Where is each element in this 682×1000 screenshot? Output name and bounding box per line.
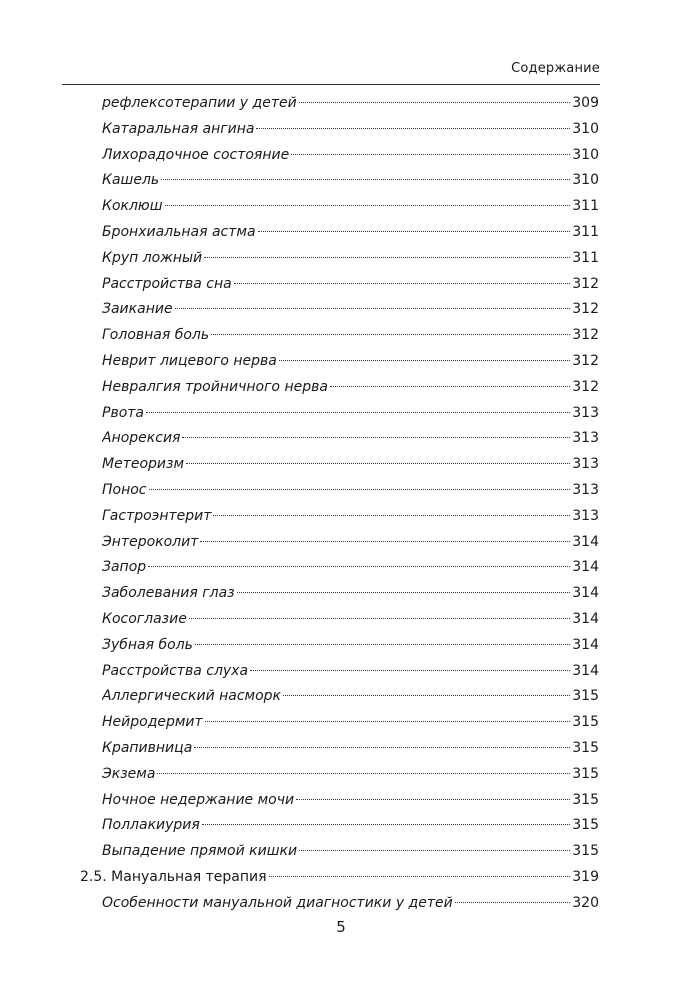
toc-entry-label: Лихорадочное состояние <box>102 146 290 163</box>
running-header-title: Содержание <box>511 61 600 76</box>
toc-entry-label: Катаральная ангина <box>102 120 255 137</box>
toc-entry-label: Заикание <box>102 301 173 318</box>
toc-entry-page: 313 <box>572 430 599 447</box>
toc-entry <box>102 892 599 914</box>
toc-dot-leader <box>149 489 571 490</box>
toc-dot-leader <box>200 541 570 542</box>
toc-entry-label: Запор <box>102 559 147 576</box>
toc-dot-leader <box>157 773 570 774</box>
toc-entry-label: Метеоризм <box>102 456 185 473</box>
toc-entry-page: 311 <box>572 198 599 215</box>
toc-entry <box>102 531 599 553</box>
toc-dot-leader <box>204 257 570 258</box>
toc-entry-page: 312 <box>572 353 599 369</box>
toc-entry <box>102 634 599 656</box>
toc-entry-page: 314 <box>572 585 599 602</box>
toc-entry <box>102 298 599 320</box>
toc-entry-page: 315 <box>572 843 599 860</box>
toc-dot-leader <box>330 386 570 387</box>
toc-dot-leader <box>256 128 570 129</box>
toc-entry <box>102 247 599 269</box>
toc-dot-leader <box>161 179 570 180</box>
toc-entry-page: 309 <box>572 95 599 111</box>
toc-entry <box>102 685 599 707</box>
toc-entry-label: Головная боль <box>102 327 210 344</box>
toc-entry-label: Рвота <box>102 404 144 421</box>
toc-entry <box>102 169 599 191</box>
toc-dot-leader <box>258 231 571 232</box>
toc-entry-label: Экзема <box>102 765 156 782</box>
toc-entry-label: Коклюш <box>102 198 163 215</box>
page-number: 5 <box>336 918 346 936</box>
toc-entry-label: Косоглазие <box>102 611 187 627</box>
toc-dot-leader <box>250 670 570 671</box>
toc-entry <box>102 402 599 424</box>
toc-dot-leader <box>234 283 571 284</box>
toc-dot-leader <box>182 437 570 438</box>
toc-entry <box>102 582 599 604</box>
toc-entry-label: Ночное недержание мочи <box>102 791 295 808</box>
toc-entry-label: Понос <box>102 482 147 498</box>
toc-dot-leader <box>237 592 571 593</box>
toc-entry-page: 313 <box>572 456 599 473</box>
toc-dot-leader <box>291 154 570 155</box>
toc-entry-page: 315 <box>572 817 599 834</box>
toc-entry-label: Зубная боль <box>102 636 193 653</box>
toc-entry-label: Кашель <box>102 172 160 189</box>
toc-entry-label: Круп ложный <box>102 249 203 266</box>
toc-entry <box>102 737 599 759</box>
toc-entry-page: 310 <box>572 146 599 163</box>
toc-dot-leader <box>148 566 570 567</box>
toc-entry <box>102 840 599 862</box>
toc-dot-leader <box>299 850 570 851</box>
toc-entry-page: 313 <box>572 404 599 421</box>
toc-entry-label: Энтероколит <box>102 533 199 550</box>
toc-dot-leader <box>269 876 571 877</box>
toc-dot-leader <box>211 334 570 335</box>
toc-entry <box>102 350 599 372</box>
toc-entry-page: 320 <box>572 894 599 911</box>
toc-entry <box>102 221 599 243</box>
toc-entry-page: 312 <box>572 301 599 318</box>
toc-entry-page: 311 <box>572 249 599 266</box>
toc-entry-page: 310 <box>572 172 599 189</box>
toc-entry <box>102 660 599 682</box>
toc-entry-label: Неврит лицевого нерва <box>102 353 277 369</box>
toc-entry <box>102 789 599 811</box>
toc-entry-label: Бронхиальная астма <box>102 224 256 240</box>
toc-entry <box>102 273 599 295</box>
toc-entry-label: Заболевания глаз <box>102 585 235 602</box>
toc-entry-label: рефлексотерапии у детей <box>102 95 297 111</box>
toc-dot-leader <box>279 360 570 361</box>
toc-entry <box>102 711 599 733</box>
toc-entry-page: 311 <box>572 224 599 240</box>
toc-entry <box>102 427 599 449</box>
toc-dot-leader <box>146 412 570 413</box>
toc-dot-leader <box>299 102 571 103</box>
toc-entry <box>102 118 599 140</box>
toc-entry-label: Крапивница <box>102 740 193 756</box>
toc-entry-label: Особенности мануальной диагностики у детей <box>102 894 453 911</box>
toc-entry-page: 312 <box>572 327 599 344</box>
toc-entry-page: 313 <box>572 507 599 524</box>
toc-entry-page: 315 <box>572 765 599 782</box>
toc-entry-label: Анорексия <box>102 430 181 447</box>
toc-entry <box>102 324 599 346</box>
toc-entry-page: 310 <box>572 120 599 137</box>
toc-entry-label: Гастроэнтерит <box>102 507 212 524</box>
toc-dot-leader <box>455 902 571 903</box>
toc-entry <box>102 479 599 501</box>
toc-entry-page: 312 <box>572 275 599 292</box>
toc-entry-label: Расстройства слуха <box>102 662 249 679</box>
toc-entry <box>102 505 599 527</box>
toc-entry-label: 2.5. Мануальная терапия <box>80 869 267 885</box>
toc-entry-page: 314 <box>572 662 599 679</box>
toc-entry <box>102 453 599 475</box>
toc-entry-label: Нейродермит <box>102 714 203 731</box>
toc-entry-label: Выпадение прямой кишки <box>102 843 298 860</box>
toc-dot-leader <box>165 205 571 206</box>
header-rule <box>62 84 600 85</box>
toc-entry-page: 315 <box>572 688 599 705</box>
toc-dot-leader <box>202 824 570 825</box>
toc-entry-label: Аллергический насморк <box>102 688 282 705</box>
toc-entry <box>102 92 599 114</box>
toc-dot-leader <box>195 644 570 645</box>
toc-entry-page: 315 <box>572 714 599 731</box>
toc-entry-label: Невралгия тройничного нерва <box>102 378 328 395</box>
toc-entry-label: Расстройства сна <box>102 275 232 292</box>
toc-entry <box>102 763 599 785</box>
toc-entry <box>102 608 599 630</box>
toc-entry <box>102 144 599 166</box>
toc-entry-page: 314 <box>572 533 599 550</box>
toc-dot-leader <box>205 721 571 722</box>
toc-entry <box>80 866 599 888</box>
toc-dot-leader <box>213 515 570 516</box>
toc-entry <box>102 814 599 836</box>
toc-entry-label: Поллакиурия <box>102 817 200 834</box>
toc-entry <box>102 195 599 217</box>
toc-entry-page: 312 <box>572 378 599 395</box>
toc-entry-page: 313 <box>572 482 599 498</box>
toc-entry-page: 314 <box>572 611 599 627</box>
toc-entry-page: 315 <box>572 791 599 808</box>
toc-dot-leader <box>283 695 570 696</box>
toc-dot-leader <box>194 747 570 748</box>
toc-dot-leader <box>175 308 571 309</box>
toc-entry-page: 314 <box>572 636 599 653</box>
toc-entry-page: 314 <box>572 559 599 576</box>
toc-entry-page: 319 <box>572 869 599 885</box>
toc-dot-leader <box>296 799 570 800</box>
toc-dot-leader <box>186 463 570 464</box>
toc-entry <box>102 556 599 578</box>
toc-entry <box>102 376 599 398</box>
toc-entry-page: 315 <box>572 740 599 756</box>
toc-dot-leader <box>189 618 570 619</box>
